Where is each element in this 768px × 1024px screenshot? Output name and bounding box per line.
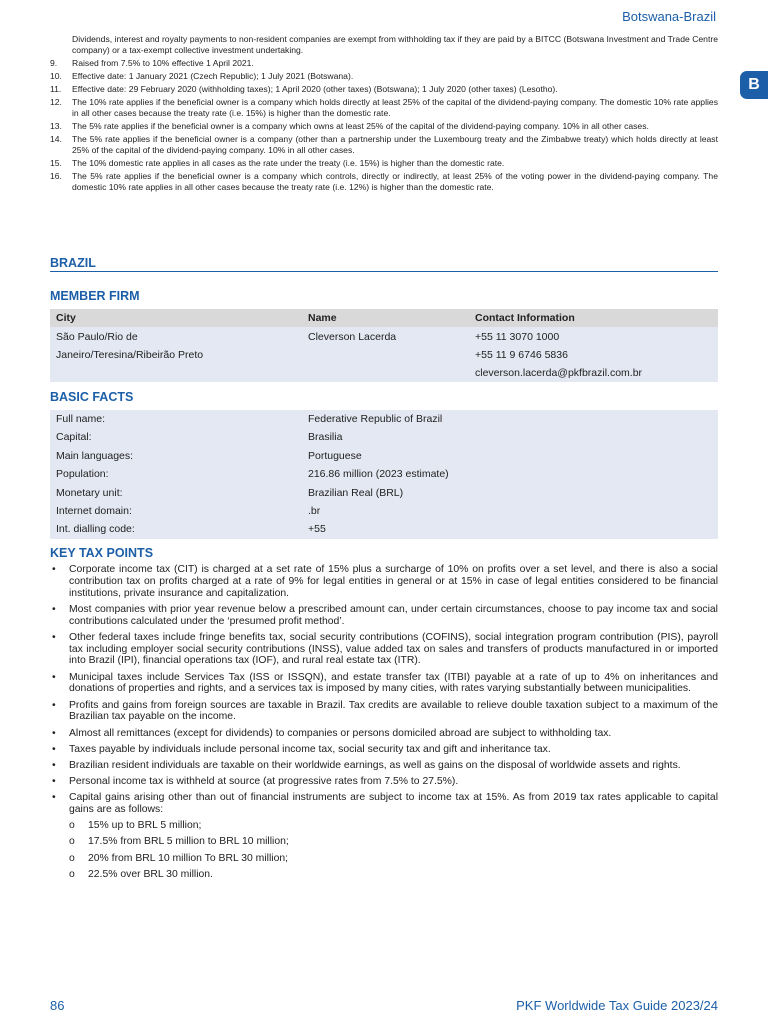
member-firm-heading: MEMBER FIRM — [50, 289, 140, 303]
key-tax-points-list — [50, 564, 718, 885]
bullet-icon: • — [52, 743, 56, 755]
member-name: Cleverson Lacerda — [302, 327, 469, 382]
bullet-icon: • — [52, 603, 56, 615]
table-row: Main languages: Portuguese — [50, 447, 718, 465]
section-tab-badge[interactable]: B — [740, 71, 768, 99]
table-row: Population: 216.86 million (2023 estimate) — [50, 465, 718, 483]
table-row — [50, 327, 718, 382]
email-link[interactable]: cleverson.lacerda@pkfbrazil.com.br — [475, 367, 643, 379]
bullet-icon: • — [52, 776, 56, 788]
column-header-contact: Contact Information — [469, 309, 718, 327]
list-item: • Brazilian resident individuals are taxable on their worldwide earnings, as well as gains on the disposal of worldwide assets and rights. — [52, 759, 681, 771]
bullet-icon: • — [52, 727, 56, 739]
sub-bullet-icon: o — [69, 868, 75, 880]
bullet-icon: • — [52, 699, 56, 711]
footnote-item: 12. The 10% rate applies if the beneficial owner is a company which holds directly at least 25% of the capital of the dividend-paying company. The domestic 10% rate applies in all other cases because the treaty rate (i.e. 15%) is higher than the domestic rate. — [50, 97, 718, 118]
footnote-item: 9. Raised from 7.5% to 10% effective 1 April 2021. — [50, 57, 254, 68]
member-firm-table — [50, 309, 718, 382]
footer-guide-title: PKF Worldwide Tax Guide 2023/24 — [516, 998, 718, 1013]
bullet-icon: • — [52, 792, 56, 804]
sub-bullet-icon: o — [69, 820, 75, 832]
phone-number: +55 11 3070 1000 — [475, 331, 560, 343]
mobile-number: +55 11 9 6746 5836 — [475, 349, 568, 361]
list-item: • Capital gains arising other than out of financial instruments are subject to income tax at 15%. As from 2019 tax rates applicable to capital gains are as follows: — [52, 792, 718, 816]
member-city: São Paulo/Rio de Janeiro/Teresina/Ribeirão Preto — [50, 327, 302, 382]
bullet-icon: • — [52, 564, 56, 575]
table-header-row — [50, 309, 718, 327]
sub-list-item: o 22.5% over BRL 30 million. — [69, 868, 213, 880]
list-item: • Taxes payable by individuals include personal income tax, social security tax and gift and inheritance tax. — [52, 743, 551, 755]
footnote-item: 15. The 10% domestic rate applies in all cases as the rate under the treaty (i.e. 15%) is higher than the domestic rate. — [50, 158, 505, 169]
footnote-item: 11. Effective date: 29 February 2020 (withholding taxes); 1 April 2020 (other taxes) (Botswana); 1 July 2020 (other taxes) (Lesotho). — [50, 84, 558, 95]
sub-list-item: o 15% up to BRL 5 million; — [69, 820, 202, 832]
list-item: • Personal income tax is withheld at source (at progressive rates from 7.5% to 27.5%). — [52, 776, 459, 788]
table-row: Monetary unit: Brazilian Real (BRL) — [50, 484, 718, 502]
running-header: Botswana-Brazil — [622, 9, 716, 24]
list-item: • Municipal taxes include Services Tax (ISS or ISSQN), and estate transfer tax (ITBI) payable at a rate of up to 4% on inheritances and donations of properties and rights, and a services tax is imposed by many cities, with rates varying substantially between municipalities. — [52, 671, 718, 695]
bullet-icon: • — [52, 671, 56, 683]
column-header-name: Name — [302, 309, 469, 327]
bullet-icon: • — [52, 631, 56, 643]
list-item: • Other federal taxes include fringe benefits tax, social security contributions (COFINS), social integration program contribution (PIS), payroll tax including employer social security contributions (INSS), value added tax on sales and transfers of products manufactured in or imported into Brazil (IPI), financial operations tax (IOF), and rural real estate tax (ITR). — [52, 631, 718, 667]
footnote-item: 16. The 5% rate applies if the beneficial owner is a company which controls, directly or indirectly, at least 25% of the voting power in the dividend-paying company. The domestic 10% rate applies in all other cases because the treaty rate (i.e. 12%) is higher than the domestic rate. — [50, 171, 718, 192]
list-item: • Corporate income tax (CIT) is charged at a set rate of 15% plus a surcharge of 10% on profits over a set level, and there is also a social contribution tax on profits charged at a rate of 9% for legal entities in general or at 15% in case of legal entities considered to be financial institutions, private insurance and capitalization. — [52, 564, 718, 599]
footnote-item: Dividends, interest and royalty payments to non-resident companies are exempt from withholding tax if they are paid by a BITCC (Botswana Investment and Trade Centre company) or a tax-exempt collective investment undertaking. — [72, 34, 718, 55]
basic-facts-table — [50, 410, 718, 539]
table-row: Capital: Brasilia — [50, 428, 718, 446]
country-heading: BRAZIL — [50, 256, 718, 272]
list-item: • Profits and gains from foreign sources are taxable in Brazil. Tax credits are available to relieve double taxation subject to a maximum of the Brazilian tax payable on the income. — [52, 699, 718, 723]
sub-list-item: o 20% from BRL 10 million To BRL 30 million; — [69, 852, 289, 864]
list-item: • Almost all remittances (except for dividends) to companies or persons domiciled abroad are subject to withholding tax. — [52, 727, 612, 739]
page-number: 86 — [50, 998, 65, 1013]
bullet-icon: • — [52, 759, 56, 771]
table-row: Internet domain: .br — [50, 502, 718, 520]
basic-facts-heading: BASIC FACTS — [50, 390, 134, 404]
sub-list-item: o 17.5% from BRL 5 million to BRL 10 million; — [69, 836, 289, 848]
footnote-item: 13. The 5% rate applies if the beneficial owner is a company which owns at least 25% of the capital of the dividend-paying company. 10% in all other cases. — [50, 121, 649, 132]
table-row: Int. dialling code: +55 — [50, 520, 718, 538]
key-tax-points-heading: KEY TAX POINTS — [50, 546, 154, 560]
footnote-item: 10. Effective date: 1 January 2021 (Czech Republic); 1 July 2021 (Botswana). — [50, 70, 354, 81]
sub-bullet-icon: o — [69, 836, 75, 848]
list-item: • Most companies with prior year revenue below a prescribed amount can, under certain circumstances, choose to pay income tax and social contributions calculated under the ‘presumed profit method’. — [52, 603, 718, 627]
member-contact — [469, 327, 718, 382]
footnotes — [50, 34, 718, 195]
sub-bullet-icon: o — [69, 852, 75, 864]
table-row: Full name: Federative Republic of Brazil — [50, 410, 718, 428]
footnote-item: 14. The 5% rate applies if the beneficial owner is a company (other than a partnership under the Luxembourg treaty and the Zimbabwe treaty) which holds directly at least 25% of the capital of the dividend-paying company. 10% in all other cases. — [50, 134, 718, 155]
column-header-city: City — [50, 309, 302, 327]
